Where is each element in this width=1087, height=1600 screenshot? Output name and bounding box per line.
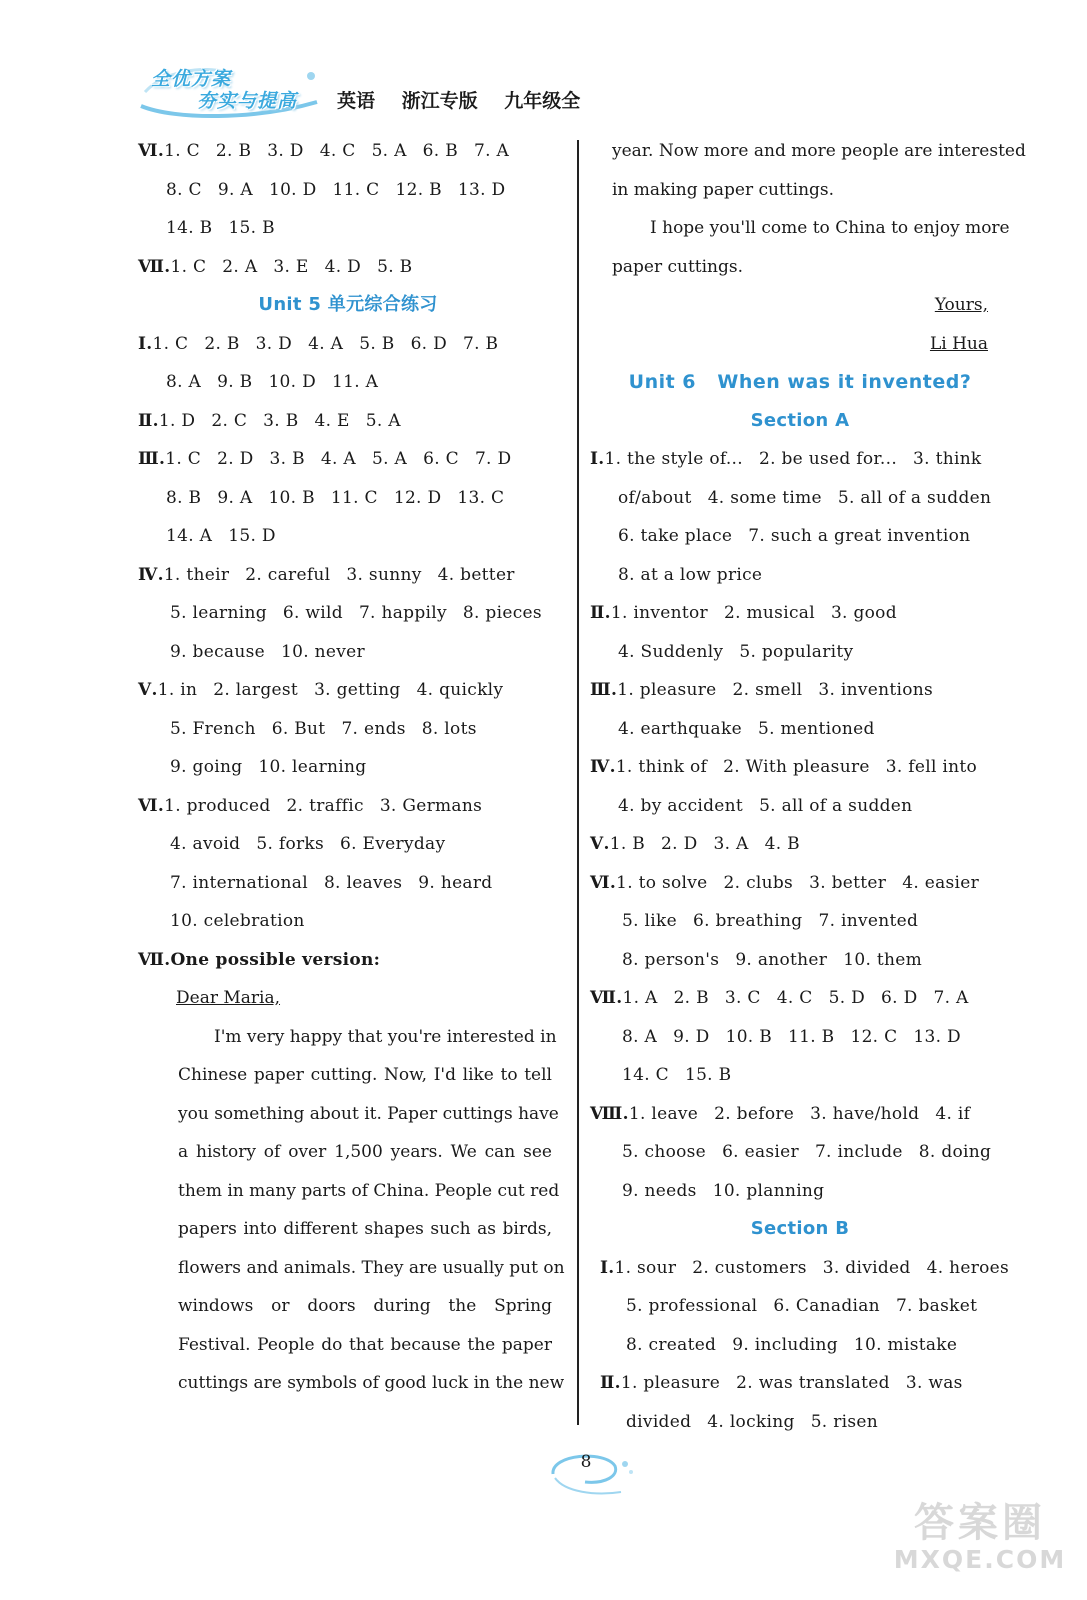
answer-item: 2. D — [217, 449, 254, 469]
answer-line — [138, 402, 558, 441]
answer-line — [590, 902, 1010, 941]
answer-item: 9. needs — [622, 1180, 697, 1201]
section-number: Ⅶ. — [138, 949, 171, 970]
answer-item: 1. C — [152, 333, 189, 354]
answer-line — [138, 132, 558, 171]
answer-item: 2. largest — [213, 680, 299, 700]
answer-item: 6. take place — [618, 526, 733, 546]
section-number: Ⅴ. — [590, 834, 610, 854]
answer-item: 4. D — [324, 256, 362, 277]
answer-item: 10. B — [725, 1026, 773, 1047]
grade-label: 九年级全 — [504, 90, 581, 112]
answer-item: 4. A — [308, 333, 344, 354]
letter-paragraph-line: a history of over 1,500 years. We can see — [178, 1142, 552, 1162]
letter-signature: Li Hua — [929, 333, 988, 354]
answer-item: 15. B — [684, 1065, 732, 1085]
answer-line — [138, 248, 558, 287]
answer-item: 7. A — [474, 141, 510, 161]
answer-item: 5. A — [365, 410, 401, 431]
section-number: Ⅱ. — [600, 1373, 621, 1393]
answer-item: 1. B — [609, 834, 646, 854]
answer-item: 9. A — [217, 179, 253, 200]
answer-item: 14. C — [622, 1065, 669, 1085]
answer-item: 6. C — [423, 449, 459, 469]
answer-item: 4. some time — [707, 487, 822, 508]
answer-line — [590, 1133, 1010, 1172]
answer-line — [590, 941, 1010, 980]
answer-line — [590, 671, 1010, 710]
letter-paragraph-line: them in many parts of China. People cut red — [178, 1180, 560, 1201]
letter-paragraph-line: in making paper cuttings. — [612, 179, 835, 200]
answer-item: 5. learning — [170, 603, 267, 623]
answer-line — [138, 710, 558, 749]
answer-item: 6. Canadian — [773, 1296, 880, 1316]
answer-line — [138, 171, 558, 210]
answer-item: 1. think of — [615, 757, 708, 777]
answer-item: 2. B — [204, 333, 240, 354]
answer-item: 5. mentioned — [757, 718, 875, 739]
column-divider — [577, 140, 579, 1425]
answer-item: 15. B — [228, 218, 275, 238]
answer-line — [590, 979, 1010, 1018]
answer-item: 2. customers — [692, 1257, 807, 1278]
answer-item: 3. divided — [822, 1257, 911, 1278]
answer-item: 14. B — [166, 218, 213, 238]
answer-item: divided — [626, 1411, 692, 1432]
answer-item: 10. D — [268, 179, 317, 200]
letter-paragraph-line: papers into different shapes such as birds, — [178, 1219, 552, 1239]
answer-item: 2. traffic — [286, 795, 364, 816]
answer-item: 2. D — [661, 834, 698, 854]
letter-paragraph-line: windows or doors during the Spring — [178, 1296, 552, 1316]
answer-item: 1. C — [165, 449, 202, 469]
page-header — [135, 62, 735, 124]
answer-item: 8. person's — [622, 949, 720, 970]
subject-label: 英语 — [337, 90, 376, 112]
letter-paragraph-line: I'm very happy that you're interested in — [214, 1026, 557, 1047]
answer-item: 7. B — [463, 333, 499, 354]
answer-item: 8. at a low price — [618, 564, 763, 585]
answer-item: 10. planning — [712, 1180, 825, 1201]
section-number: Ⅱ. — [138, 410, 159, 431]
answer-item: 3. have/hold — [810, 1103, 920, 1124]
answer-line — [590, 1364, 1010, 1403]
answer-line — [590, 517, 1010, 556]
section-number: Ⅶ. — [590, 988, 623, 1008]
answer-line — [138, 440, 558, 479]
answer-item: of/about — [618, 487, 692, 508]
answer-item: 1. pleasure — [617, 680, 717, 700]
answer-item: 5. popularity — [739, 641, 854, 662]
answer-line — [138, 902, 558, 941]
answer-item: 5. like — [622, 911, 677, 931]
answer-item: 8. A — [166, 372, 202, 392]
answer-item: 4. Suddenly — [618, 641, 724, 662]
answer-item: 3. C — [724, 988, 761, 1008]
answer-item: 15. D — [228, 526, 276, 546]
answer-item: 4. B — [764, 834, 800, 854]
edition-label: 浙江专版 — [401, 90, 478, 112]
answer-item: 10. celebration — [170, 911, 305, 931]
answer-line — [590, 1018, 1010, 1057]
answer-item: 7. such a great invention — [748, 526, 971, 546]
answer-line — [590, 479, 1010, 518]
answer-line — [590, 1287, 1010, 1326]
page-number-badge — [545, 1448, 635, 1498]
answer-item: 9. D — [673, 1026, 710, 1047]
answer-line — [590, 787, 1010, 826]
answer-item: 14. A — [166, 526, 213, 546]
answer-item: 3. B — [269, 449, 305, 469]
answer-item: 7. A — [933, 988, 969, 1008]
answer-item: 3. A — [713, 834, 749, 854]
answer-item: 10. D — [268, 372, 317, 392]
answer-item: 5. all of a sudden — [759, 795, 913, 816]
section-number: Ⅰ. — [590, 449, 605, 469]
answer-item: 6. breathing — [692, 911, 803, 931]
section-number: Ⅷ. — [590, 1103, 629, 1124]
answer-item: 2. B — [673, 988, 709, 1008]
letter-paragraph-line: cuttings are symbols of good luck in the new — [178, 1373, 565, 1393]
answer-item: 2. C — [211, 410, 248, 431]
answer-item: 3. good — [830, 603, 897, 623]
answer-item: 6. B — [422, 141, 458, 161]
answer-item: 11. C — [332, 179, 380, 200]
answer-item: 12. C — [850, 1026, 898, 1047]
answer-item: 2. musical — [723, 603, 815, 623]
left-column — [138, 132, 565, 1403]
answer-line — [590, 1249, 1010, 1288]
answer-item: 1. to solve — [616, 872, 708, 893]
answer-item: 4. C — [319, 141, 356, 161]
answer-item: 5. professional — [626, 1296, 758, 1316]
answer-item: 1. sour — [614, 1257, 677, 1278]
answer-item: 8. created — [626, 1334, 717, 1355]
answer-item: 1. their — [163, 564, 230, 585]
book-info — [337, 86, 600, 113]
answer-item: 13. C — [457, 487, 505, 508]
answer-item: 2. before — [714, 1103, 795, 1124]
answer-line — [590, 748, 1010, 787]
answer-item: 6. But — [271, 718, 326, 739]
answer-line — [590, 864, 1010, 903]
section-number: Ⅲ. — [138, 449, 166, 469]
letter-paragraph-line: I hope you'll come to China to enjoy more — [650, 218, 1010, 238]
answer-item: 4. A — [320, 449, 356, 469]
answer-item: 7. basket — [895, 1296, 978, 1316]
section-number: Ⅲ. — [590, 680, 618, 700]
answer-item: 1. in — [157, 680, 198, 700]
answer-line — [138, 633, 558, 672]
answer-item: 3. fell into — [885, 757, 978, 777]
answer-item: 2. be used for... — [758, 449, 898, 469]
answer-item: 3. D — [255, 333, 293, 354]
letter-paragraph-line: paper cuttings. — [612, 256, 744, 277]
answer-line — [590, 710, 1010, 749]
answer-item: 3. inventions — [818, 680, 934, 700]
letter-paragraph-line: you something about it. Paper cuttings have — [178, 1103, 559, 1124]
answer-item: 5. all of a sudden — [837, 487, 992, 508]
answer-line — [138, 825, 558, 864]
answer-item: 2. smell — [732, 680, 803, 700]
answer-item: 6. easier — [722, 1142, 799, 1162]
answer-line — [590, 1172, 1010, 1211]
answer-item: 10. never — [280, 641, 365, 662]
answer-item: 10. B — [268, 487, 315, 508]
answer-item: 5. risen — [810, 1411, 879, 1432]
logo-line-1: 全优方案 — [151, 68, 232, 90]
answer-item: 7. happily — [358, 603, 447, 623]
answer-item: 3. B — [263, 410, 299, 431]
answer-item: 6. wild — [282, 603, 343, 623]
answer-line — [590, 633, 1010, 672]
section-number: Ⅰ. — [600, 1257, 615, 1278]
answer-item: 7. ends — [341, 718, 406, 739]
brand-logo — [135, 62, 325, 122]
answer-item: 5. French — [170, 718, 256, 739]
answer-item: 5. A — [371, 449, 408, 469]
letter-salutation: Dear Maria, — [176, 988, 281, 1008]
page-number: 8 — [580, 1452, 592, 1472]
answer-item: 10. learning — [258, 757, 367, 777]
watermark-logo-text: 答案圈 — [914, 1500, 1046, 1546]
answer-item: 12. D — [393, 487, 442, 508]
answer-item: 8. B — [166, 487, 202, 508]
answer-item: 4. earthquake — [618, 718, 742, 739]
answer-item: 12. B — [395, 179, 442, 200]
answer-line — [590, 1403, 1010, 1442]
answer-item: 9. including — [732, 1334, 838, 1355]
letter-paragraph-line: Chinese paper cutting. Now, I'd like to tell — [178, 1065, 552, 1085]
answer-line — [138, 671, 558, 710]
section-number: Ⅳ. — [138, 564, 164, 585]
answer-line — [590, 1056, 1010, 1095]
answer-item: 3. D — [267, 141, 304, 161]
answer-item: 4. C — [776, 988, 813, 1008]
answer-item: 8. C — [166, 179, 202, 200]
answer-line — [590, 440, 1010, 479]
answer-item: 3. E — [273, 256, 309, 277]
answer-item: 7. include — [814, 1142, 903, 1162]
answer-item: 1. pleasure — [620, 1373, 721, 1393]
section-b-heading: Section B — [750, 1218, 850, 1239]
answer-line — [138, 748, 558, 787]
one-possible-version-label: One possible version: — [170, 949, 381, 970]
answer-item: 3. was — [905, 1373, 963, 1393]
answer-item: 2. B — [215, 141, 252, 161]
writing-task-label — [138, 941, 558, 980]
section-number: Ⅱ. — [590, 603, 611, 623]
answer-item: 9. because — [170, 641, 265, 662]
answer-item: 2. clubs — [723, 872, 794, 893]
unit5-heading: Unit 5 单元综合练习 — [258, 294, 438, 315]
answer-line — [138, 363, 558, 402]
unit6-heading — [590, 363, 1010, 402]
answer-item: 5. B — [377, 256, 413, 277]
answer-line — [138, 479, 558, 518]
answer-line — [590, 594, 1010, 633]
answer-item: 1. A — [622, 988, 658, 1008]
answer-item: 11. B — [788, 1026, 835, 1047]
answer-item: 11. A — [332, 372, 379, 392]
answer-item: 7. D — [474, 449, 512, 469]
answer-item: 6. D — [881, 988, 918, 1008]
answer-item: 2. A — [222, 256, 258, 277]
answer-item: 4. quickly — [416, 680, 504, 700]
letter-paragraph-line: year. Now more and more people are interested — [612, 141, 1026, 161]
answer-item: 3. better — [809, 872, 887, 893]
answer-item: 4. by accident — [618, 795, 744, 816]
answer-item: 5. choose — [622, 1142, 707, 1162]
section-number: Ⅵ. — [138, 141, 165, 161]
answer-item: 11. C — [330, 487, 378, 508]
section-number: Ⅳ. — [590, 757, 616, 777]
right-column — [590, 132, 1026, 1441]
answer-item: 1. C — [170, 256, 207, 277]
letter-paragraph-line: flowers and animals. They are usually put on — [178, 1257, 565, 1278]
watermark-site: MXQE.COM — [893, 1545, 1067, 1574]
answer-item: 13. D — [457, 179, 506, 200]
answer-item: 3. Germans — [379, 795, 483, 816]
answer-line — [138, 209, 558, 248]
answer-item: 1. the style of... — [604, 449, 743, 469]
answer-item: 2. careful — [245, 564, 331, 585]
answer-item: 5. B — [359, 333, 395, 354]
answer-item: 3. getting — [314, 680, 401, 700]
answer-line — [590, 556, 1010, 595]
answer-item: 3. think — [913, 449, 982, 469]
answer-item: 8. leaves — [323, 872, 403, 893]
answer-item: 9. A — [217, 487, 253, 508]
answer-item: 13. D — [913, 1026, 961, 1047]
answer-item: 8. lots — [421, 718, 477, 739]
answer-item: 9. another — [735, 949, 828, 970]
answer-item: 1. produced — [164, 795, 271, 816]
answer-item: 6. D — [410, 333, 448, 354]
answer-item: 1. C — [164, 141, 200, 161]
unit6-number: Unit 6 — [628, 371, 697, 393]
answer-line — [590, 825, 1010, 864]
answer-line — [138, 325, 558, 364]
answer-line — [590, 1095, 1010, 1134]
answer-line — [138, 864, 558, 903]
answer-item: 2. With pleasure — [723, 757, 870, 777]
answer-item: 10. them — [843, 949, 923, 970]
answer-item: 4. if — [935, 1103, 971, 1124]
section-number: Ⅰ. — [138, 333, 153, 354]
unit6-title: When was it invented? — [717, 371, 972, 393]
answer-line — [138, 787, 558, 826]
answer-item: 9. B — [217, 372, 253, 392]
answer-item: 5. A — [371, 141, 407, 161]
answer-item: 4. heroes — [926, 1257, 1010, 1278]
section-number: Ⅵ. — [590, 872, 617, 893]
answer-item: 7. international — [170, 872, 308, 893]
answer-item: 2. was translated — [736, 1373, 890, 1393]
answer-item: 10. mistake — [853, 1334, 958, 1355]
letter-paragraph-line: Festival. People do that because the paper — [178, 1334, 552, 1355]
answer-item: 4. locking — [707, 1411, 795, 1432]
answer-line — [138, 594, 558, 633]
answer-item: 3. sunny — [346, 564, 422, 585]
answer-item: 7. invented — [818, 911, 919, 931]
answer-item: 9. heard — [418, 872, 493, 893]
answer-item: 1. inventor — [610, 603, 708, 623]
letter-closing: Yours, — [934, 295, 988, 315]
answer-item: 5. D — [828, 988, 866, 1008]
answer-item: 8. A — [622, 1026, 658, 1047]
section-a-heading: Section A — [750, 409, 850, 431]
section-number: Ⅵ. — [138, 795, 165, 816]
answer-item: 9. going — [170, 757, 243, 777]
answer-item: 4. avoid — [170, 834, 241, 854]
answer-item: 4. easier — [902, 872, 980, 893]
answer-line — [138, 556, 558, 595]
logo-line-2: 夯实与提高 — [197, 90, 298, 112]
answer-item: 8. doing — [918, 1142, 992, 1162]
answer-item: 4. E — [314, 410, 350, 431]
section-number: Ⅴ. — [138, 680, 158, 700]
answer-item: 5. forks — [256, 834, 325, 854]
watermark — [890, 1500, 1070, 1574]
answer-line — [590, 1326, 1010, 1365]
answer-item: 6. Everyday — [340, 834, 446, 854]
answer-item: 1. leave — [628, 1103, 699, 1124]
answer-line — [138, 517, 558, 556]
answer-item: 4. better — [437, 564, 515, 585]
answer-item: 8. pieces — [462, 603, 542, 623]
section-number: Ⅶ. — [138, 256, 171, 277]
answer-item: 1. D — [158, 410, 196, 431]
